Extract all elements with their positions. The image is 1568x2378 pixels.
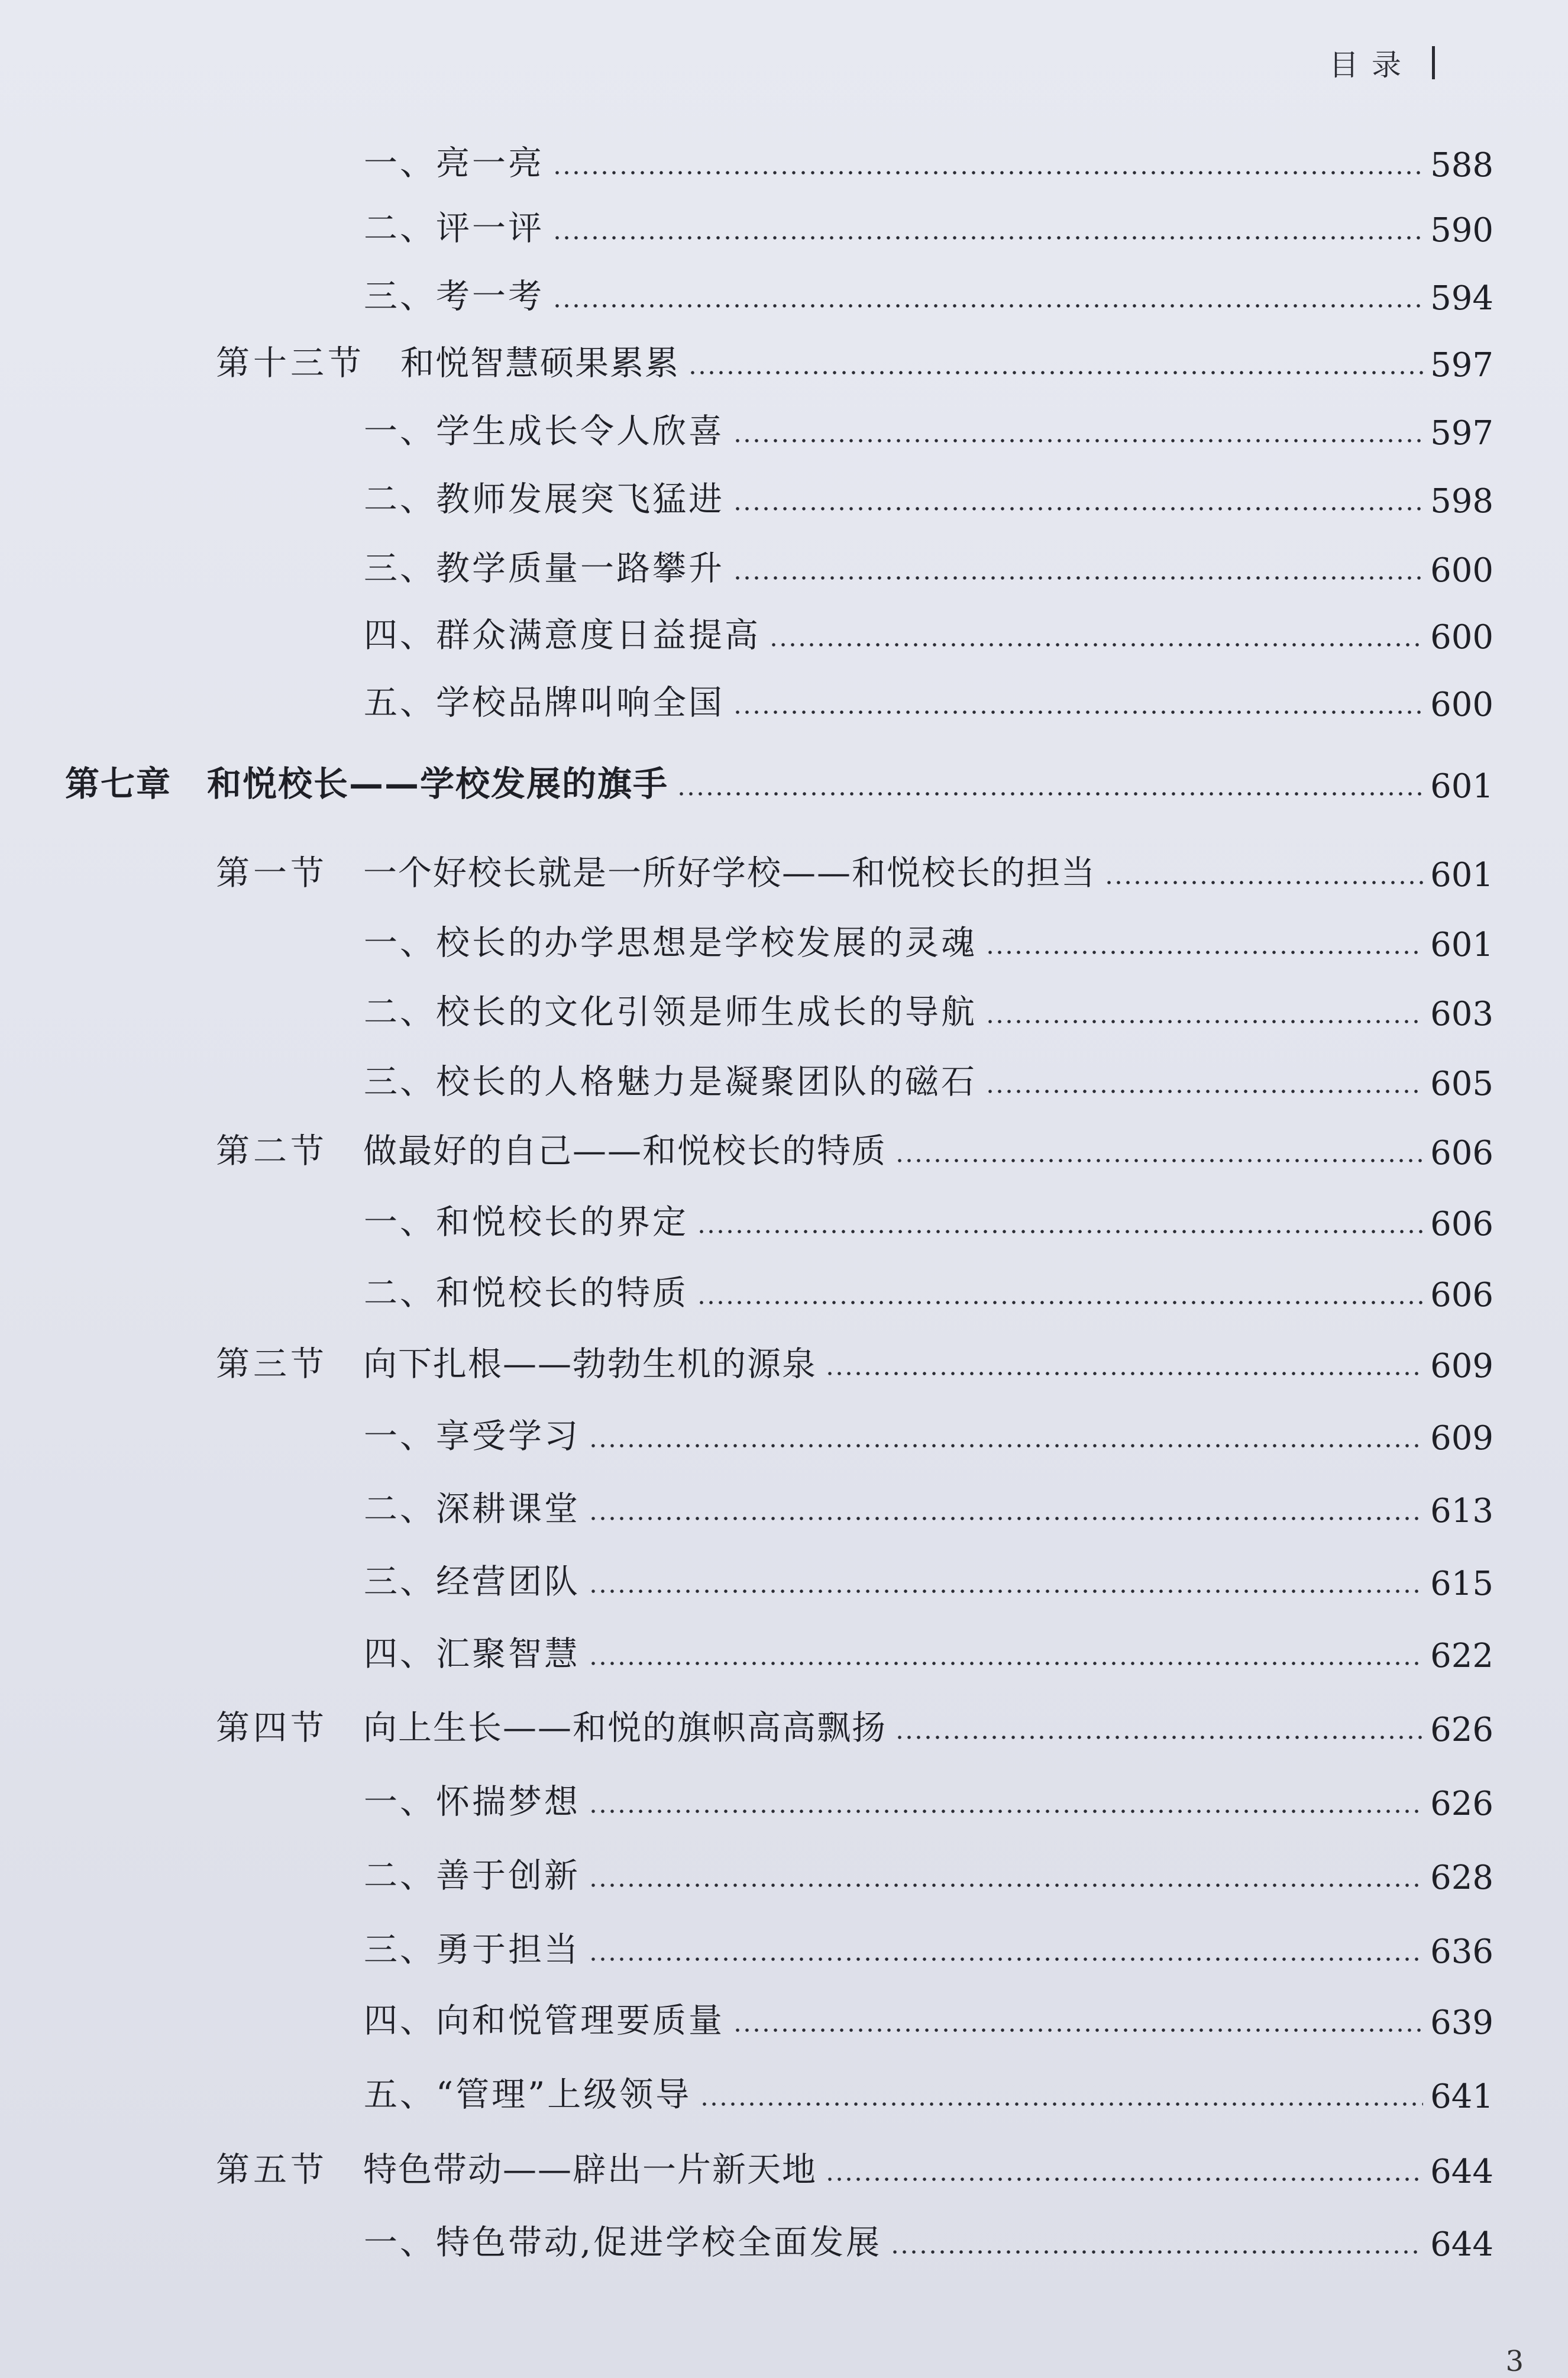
toc-item-entry xyxy=(364,467,1493,521)
toc-section-entry xyxy=(216,841,1493,894)
dot-leader xyxy=(985,1089,1423,1094)
item-title: 三、教学质量一路攀升 xyxy=(364,549,725,588)
toc-page-number: 641 xyxy=(1430,2077,1493,2116)
toc-page-number: 594 xyxy=(1430,279,1493,318)
toc-section-entry xyxy=(216,1332,1493,1385)
toc-item-entry xyxy=(364,1844,1493,1897)
toc-item-entry xyxy=(364,1989,1493,2042)
section-label: 第二节 xyxy=(216,1132,328,1171)
toc-page-number: 601 xyxy=(1430,926,1493,964)
toc-page-number: 626 xyxy=(1430,1711,1493,1749)
item-title: 三、考一考 xyxy=(364,277,544,316)
toc-section-entry xyxy=(216,1696,1493,1749)
running-header-title: 目录 xyxy=(1329,48,1414,82)
dot-leader xyxy=(697,1300,1423,1305)
item-title: 一、怀揣梦想 xyxy=(364,1782,580,1821)
dot-leader xyxy=(733,506,1423,511)
toc-page-number: 644 xyxy=(1430,2225,1493,2264)
chapter-title: 和悦校长——学校发展的旗手 xyxy=(207,764,669,804)
section-title: 向上生长——和悦的旗帜高高飘扬 xyxy=(363,1708,887,1747)
dot-leader xyxy=(733,2028,1423,2033)
toc-item-entry xyxy=(364,399,1493,453)
section-label: 第四节 xyxy=(216,1708,328,1747)
chapter-label: 第七章 xyxy=(65,764,172,804)
section-label: 第一节 xyxy=(216,854,328,893)
section-title: 特色带动——辟出一片新天地 xyxy=(363,2150,817,2189)
toc-page-number: 644 xyxy=(1430,2153,1493,2191)
item-title: 四、群众满意度日益提高 xyxy=(364,616,761,655)
item-title: 二、评一评 xyxy=(364,209,544,248)
dot-leader xyxy=(589,1883,1423,1888)
dot-leader xyxy=(895,1735,1423,1740)
item-title: 一、享受学习 xyxy=(364,1417,580,1456)
dot-leader xyxy=(552,170,1423,175)
section-label: 第三节 xyxy=(216,1345,328,1384)
dot-leader xyxy=(825,1371,1423,1376)
section-label: 第五节 xyxy=(216,2150,328,2189)
toc-item-entry xyxy=(364,671,1493,724)
item-title: 一、和悦校长的界定 xyxy=(364,1203,688,1242)
toc-page-number: 606 xyxy=(1430,1134,1493,1172)
toc-item-entry xyxy=(364,911,1493,964)
toc-chapter-entry xyxy=(65,752,1493,806)
toc-item-entry xyxy=(364,980,1493,1033)
dot-leader xyxy=(697,1229,1423,1234)
dot-leader xyxy=(895,1158,1423,1163)
section-title: 和悦智慧硕果累累 xyxy=(400,344,680,383)
toc-item-entry xyxy=(364,537,1493,590)
toc-page-number: 600 xyxy=(1430,686,1493,724)
toc-page-number: 613 xyxy=(1430,1492,1493,1530)
toc-item-entry xyxy=(364,2063,1493,2116)
item-title: 三、勇于担当 xyxy=(364,1930,580,1969)
toc-page-number: 601 xyxy=(1430,767,1493,806)
dot-leader xyxy=(700,2102,1423,2106)
section-title: 向下扎根——勃勃生机的源泉 xyxy=(363,1345,817,1384)
toc-page-number: 603 xyxy=(1430,995,1493,1033)
toc-page-number: 605 xyxy=(1430,1065,1493,1103)
item-title: 二、教师发展突飞猛进 xyxy=(364,480,725,519)
toc-page-number: 588 xyxy=(1430,146,1493,185)
toc-item-entry xyxy=(364,1190,1493,1243)
item-title: 二、善于创新 xyxy=(364,1856,580,1895)
dot-leader xyxy=(589,1443,1423,1448)
toc-page-number: 598 xyxy=(1430,482,1493,521)
item-title: 一、学生成长令人欣喜 xyxy=(364,412,725,451)
dot-leader xyxy=(589,1589,1423,1594)
item-title: 四、汇聚智慧 xyxy=(364,1634,580,1673)
toc-section-entry xyxy=(216,331,1493,385)
section-label: 第十三节 xyxy=(216,344,365,383)
dot-leader xyxy=(589,1809,1423,1814)
item-title: 四、向和悦管理要质量 xyxy=(364,2001,725,2040)
item-title: 三、校长的人格魅力是凝聚团队的磁石 xyxy=(364,1062,977,1101)
toc-item-entry xyxy=(364,196,1493,250)
dot-leader xyxy=(552,303,1423,308)
dot-leader xyxy=(589,1957,1423,1962)
toc-section-entry xyxy=(216,2138,1493,2191)
item-title: 一、亮一亮 xyxy=(364,144,544,183)
toc-page-number: 597 xyxy=(1430,414,1493,453)
toc-page-number: 622 xyxy=(1430,1637,1493,1675)
item-title: 三、经营团队 xyxy=(364,1562,580,1601)
item-title: 五、“管理”上级领导 xyxy=(364,2075,692,2114)
dot-leader xyxy=(589,1516,1423,1521)
toc-section-entry xyxy=(216,1119,1493,1172)
dot-leader xyxy=(589,1661,1423,1666)
toc-item-entry xyxy=(364,1404,1493,1458)
toc-page-number: 590 xyxy=(1430,211,1493,250)
item-title: 一、特色带动,促进学校全面发展 xyxy=(364,2223,882,2262)
dot-leader xyxy=(552,235,1423,240)
toc-item-entry xyxy=(364,1050,1493,1103)
item-title: 二、校长的文化引领是师生成长的导航 xyxy=(364,993,977,1032)
toc-item-entry xyxy=(364,131,1493,185)
toc-page-number: 600 xyxy=(1430,618,1493,657)
toc-page-number: 639 xyxy=(1430,2004,1493,2042)
toc-page-number: 606 xyxy=(1430,1276,1493,1314)
section-title: 一个好校长就是一所好学校——和悦校长的担当 xyxy=(363,854,1096,893)
dot-leader xyxy=(688,370,1423,375)
toc-item-entry xyxy=(364,1770,1493,1823)
dot-leader xyxy=(677,791,1423,796)
toc-item-entry xyxy=(364,1477,1493,1530)
toc-item-entry xyxy=(364,603,1493,657)
toc-page-number: 636 xyxy=(1430,1933,1493,1971)
dot-leader xyxy=(985,1019,1423,1024)
toc-item-entry xyxy=(364,1622,1493,1675)
item-title: 二、和悦校长的特质 xyxy=(364,1274,688,1313)
item-title: 一、校长的办学思想是学校发展的灵魂 xyxy=(364,923,977,962)
dot-leader xyxy=(1104,880,1423,885)
item-title: 二、深耕课堂 xyxy=(364,1490,580,1529)
toc-page-number: 606 xyxy=(1430,1205,1493,1243)
dot-leader xyxy=(733,576,1423,580)
dot-leader xyxy=(733,438,1423,443)
dot-leader xyxy=(985,950,1423,955)
toc-item-entry xyxy=(364,2211,1493,2264)
toc-page-number: 609 xyxy=(1430,1347,1493,1385)
toc-page-number: 597 xyxy=(1430,346,1493,385)
dot-leader xyxy=(890,2250,1423,2254)
toc-page-number: 615 xyxy=(1430,1565,1493,1603)
dot-leader xyxy=(733,710,1423,715)
toc-item-entry xyxy=(364,264,1493,318)
toc-item-entry xyxy=(364,1261,1493,1314)
toc-item-entry xyxy=(364,1550,1493,1603)
toc-page-number: 628 xyxy=(1430,1859,1493,1897)
section-title: 做最好的自己——和悦校长的特质 xyxy=(363,1132,887,1171)
page-number: 3 xyxy=(1505,2345,1524,2378)
toc-page-number: 609 xyxy=(1430,1419,1493,1458)
item-title: 五、学校品牌叫响全国 xyxy=(364,683,725,722)
toc-item-entry xyxy=(364,1918,1493,1971)
toc-page-number: 626 xyxy=(1430,1785,1493,1823)
toc-page-number: 601 xyxy=(1430,856,1493,894)
dot-leader xyxy=(769,642,1423,647)
dot-leader xyxy=(825,2177,1423,2182)
toc-page-number: 600 xyxy=(1430,551,1493,590)
